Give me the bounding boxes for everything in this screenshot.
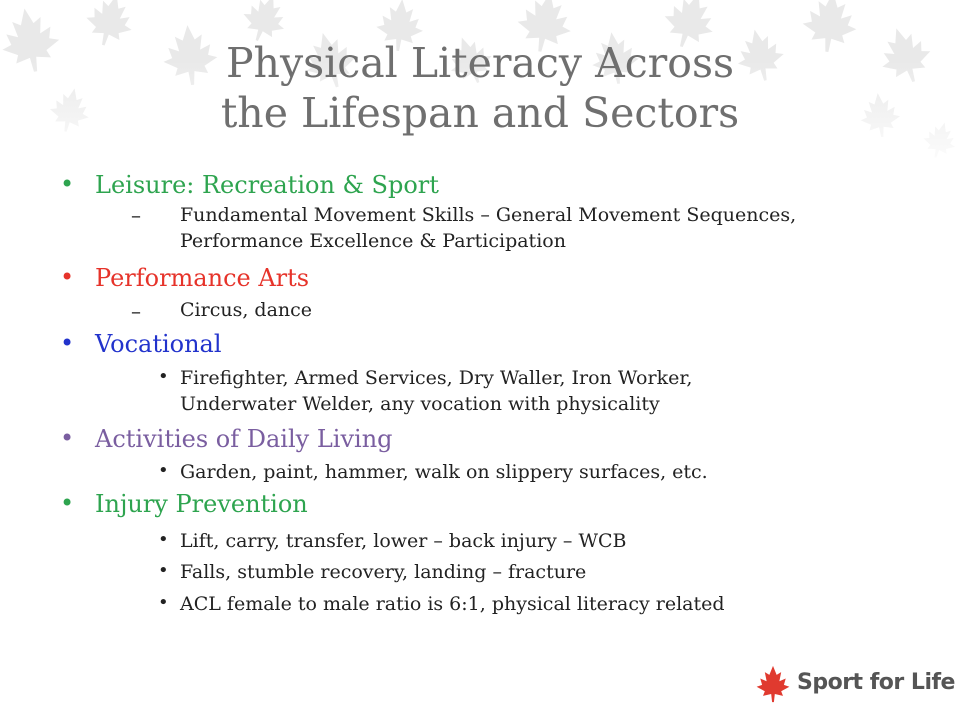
sub-item: Garden, paint, hammer, walk on slippery surfaces, etc.	[180, 461, 708, 483]
list-item-leisure: Leisure: Recreation & Sport	[95, 171, 439, 199]
sub-item: Firefighter, Armed Services, Dry Waller, Iron Worker,	[180, 367, 693, 389]
sub-bullet-dot: •	[158, 529, 169, 550]
title-line-1: Physical Literacy Across	[225, 39, 735, 87]
bullet-dot: •	[60, 263, 75, 291]
list-item-injury-prevention: Injury Prevention	[95, 490, 308, 518]
sub-bullet-dot: •	[158, 366, 169, 387]
bullet-dot: •	[60, 424, 75, 452]
sub-item: Underwater Welder, any vocation with physicality	[180, 393, 660, 415]
sub-bullet-dot: •	[158, 592, 169, 613]
maple-leaf-logo-icon	[750, 664, 796, 704]
dash-marker: –	[131, 203, 141, 227]
logo-text: Sport for Life	[797, 670, 955, 695]
dash-marker: –	[131, 299, 141, 323]
bullet-dot: •	[60, 329, 75, 357]
sub-bullet-dot: •	[158, 560, 169, 581]
sub-item: Performance Excellence & Participation	[180, 230, 566, 252]
list-item-vocational: Vocational	[95, 330, 222, 358]
bullet-dot: •	[60, 170, 75, 198]
sub-item: ACL female to male ratio is 6:1, physical literacy related	[180, 593, 725, 615]
sub-item: Circus, dance	[180, 299, 313, 321]
title-line-2: the Lifespan and Sectors	[220, 89, 740, 137]
sub-item: Lift, carry, transfer, lower – back injury – WCB	[180, 530, 627, 552]
list-item-daily-living: Activities of Daily Living	[95, 425, 393, 453]
sub-bullet-dot: •	[158, 460, 169, 481]
list-item-performance-arts: Performance Arts	[95, 264, 310, 292]
sub-item: Falls, stumble recovery, landing – fracture	[180, 561, 587, 583]
bullet-dot: •	[60, 489, 75, 517]
sub-item: Fundamental Movement Skills – General Movement Sequences,	[180, 204, 797, 226]
